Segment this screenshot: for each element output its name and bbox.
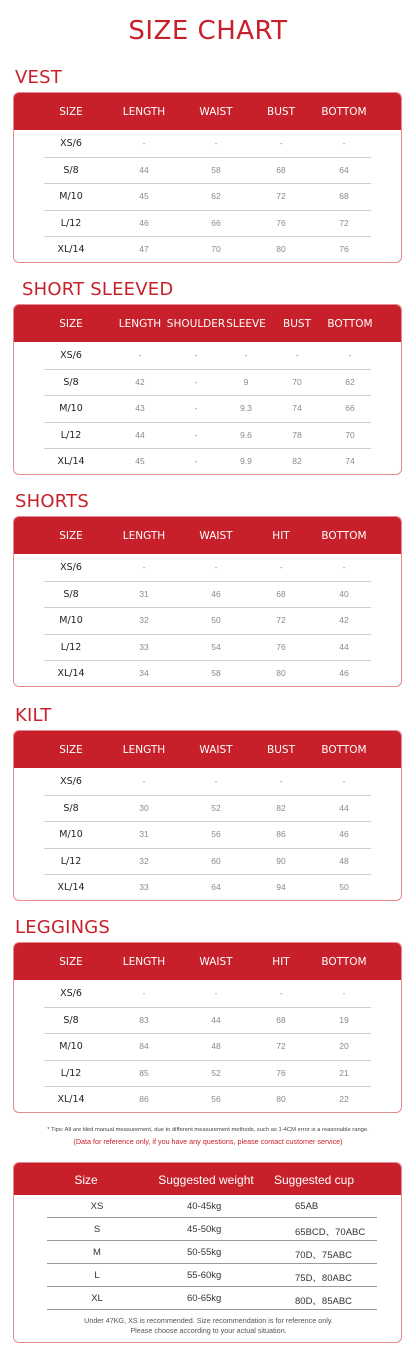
column-header: BOTTOM <box>321 530 367 542</box>
value-cell: 50 <box>211 615 221 625</box>
size-cell: L/12 <box>60 855 82 867</box>
rec-footer-line1: Under 47KG, XS is recommended. Size recommendation is for reference only. <box>84 1316 333 1325</box>
column-header: SIZE <box>59 956 83 968</box>
column-header: BUST <box>267 744 295 756</box>
value-cell: - <box>279 138 283 148</box>
column-header: HIT <box>272 956 290 968</box>
value-cell: - <box>194 429 198 440</box>
value-cell: 19 <box>339 1014 349 1025</box>
value-cell: 32 <box>139 855 149 866</box>
value-cell: 86 <box>139 1094 149 1104</box>
rec-weight-cell: 40-45kg <box>187 1201 222 1212</box>
size-cell: L/12 <box>60 641 82 653</box>
column-header: SIZE <box>59 318 83 330</box>
row-divider <box>44 1033 371 1034</box>
value-cell: 66 <box>345 403 355 413</box>
value-cell: 62 <box>211 191 221 201</box>
column-header: BOTTOM <box>327 318 373 330</box>
table-row <box>14 130 401 157</box>
row-divider <box>44 157 371 158</box>
row-divider <box>44 210 371 211</box>
recommendation-header <box>14 1163 401 1195</box>
size-cell: L/12 <box>60 429 82 441</box>
value-cell: 84 <box>139 1041 149 1051</box>
value-cell: - <box>214 776 218 786</box>
table-row <box>14 848 401 875</box>
value-cell: 68 <box>339 191 349 201</box>
recommendation-row <box>47 1195 377 1218</box>
value-cell: 58 <box>211 668 221 678</box>
value-cell: 70 <box>292 376 302 387</box>
value-cell: - <box>279 562 283 572</box>
size-cell: M/10 <box>59 615 83 626</box>
value-cell: 76 <box>276 217 286 228</box>
value-cell: 46 <box>339 668 349 678</box>
rec-size-cell: XS <box>90 1201 104 1212</box>
value-cell: 72 <box>276 615 286 625</box>
value-cell: 45 <box>135 456 145 466</box>
value-cell: - <box>194 403 198 413</box>
rec-cup-cell: 65AB <box>295 1201 319 1212</box>
leggings-table <box>13 942 402 1113</box>
row-divider <box>44 448 371 449</box>
table-row <box>14 395 401 422</box>
row-divider <box>44 1086 371 1087</box>
value-cell: 22 <box>339 1094 349 1104</box>
tips-text: * Tips: All are tiled manual measurement, due to different measurement methods, such as 1-4CM error is a reasonable range. <box>47 1127 369 1133</box>
column-header: BUST <box>267 106 295 118</box>
size-cell: M/10 <box>59 403 83 414</box>
value-cell: - <box>342 776 346 786</box>
value-cell: 40 <box>339 588 349 599</box>
table-header <box>14 93 401 130</box>
table-row <box>14 660 401 687</box>
column-header: BOTTOM <box>321 744 367 756</box>
value-cell: 47 <box>139 244 149 254</box>
value-cell: 45 <box>139 191 149 201</box>
value-cell: 72 <box>276 191 286 201</box>
value-cell: 9.9 <box>240 456 252 466</box>
column-header: WAIST <box>199 744 233 756</box>
size-cell: XS/6 <box>60 350 82 361</box>
row-divider <box>44 660 371 661</box>
size-cell: XS/6 <box>60 138 82 149</box>
rec-size-cell: L <box>94 1270 100 1281</box>
table-row <box>14 236 401 263</box>
short-sleeved-table <box>13 304 402 475</box>
value-cell: 31 <box>139 829 149 839</box>
table-row <box>14 1007 401 1034</box>
value-cell: 46 <box>339 829 349 839</box>
table-row <box>14 1033 401 1060</box>
column-header: LENGTH <box>122 744 166 756</box>
size-cell: XL/14 <box>57 456 85 467</box>
value-cell: 68 <box>276 164 286 175</box>
row-divider <box>44 395 371 396</box>
value-cell: 44 <box>139 164 149 175</box>
table-row <box>14 1060 401 1087</box>
rec-header-weight: Suggested weight <box>158 1173 254 1187</box>
size-cell: S/8 <box>63 1014 79 1026</box>
recommendation-table <box>47 1195 377 1310</box>
value-cell: 33 <box>139 882 149 892</box>
rec-cup-cell: 65BCD、70ABC <box>295 1227 366 1238</box>
row-divider <box>44 607 371 608</box>
table-body <box>14 554 401 687</box>
size-cell: L/12 <box>60 217 82 229</box>
value-cell: 76 <box>339 244 349 254</box>
row-divider <box>44 1060 371 1061</box>
value-cell: 86 <box>276 829 286 839</box>
column-header: WAIST <box>199 106 233 118</box>
value-cell: 64 <box>339 164 349 175</box>
value-cell: - <box>194 456 198 466</box>
value-cell: 46 <box>211 588 221 599</box>
size-cell: XS/6 <box>60 562 82 573</box>
value-cell: 34 <box>139 668 149 678</box>
value-cell: - <box>295 350 299 360</box>
reference-note: (Data for reference only, if you have any questions, please contact customer service) <box>73 1137 343 1146</box>
table-body <box>14 768 401 901</box>
value-cell: - <box>279 776 283 786</box>
size-cell: XL/14 <box>57 1094 85 1105</box>
value-cell: - <box>342 138 346 148</box>
value-cell: 46 <box>139 217 149 228</box>
column-header: LENGTH <box>122 106 166 118</box>
value-cell: 94 <box>276 882 286 892</box>
table-body <box>14 130 401 263</box>
value-cell: 80 <box>276 1094 286 1104</box>
size-cell: XS/6 <box>60 988 82 999</box>
size-cell: M/10 <box>59 191 83 202</box>
section-title-shorts: SHORTS <box>15 491 89 512</box>
value-cell: 85 <box>139 1067 149 1078</box>
column-header: BOTTOM <box>321 106 367 118</box>
value-cell: 9.3 <box>240 403 252 413</box>
rec-cup-cell: 80D、85ABC <box>295 1296 353 1307</box>
size-cell: L/12 <box>60 1067 82 1079</box>
column-header: LENGTH <box>118 318 162 330</box>
table-row <box>14 874 401 901</box>
table-row <box>14 448 401 475</box>
table-row <box>14 795 401 822</box>
value-cell: 58 <box>211 164 221 175</box>
row-divider <box>44 1007 371 1008</box>
size-cell: XL/14 <box>57 882 85 893</box>
table-row <box>14 554 401 581</box>
value-cell: 76 <box>276 1067 286 1078</box>
table-row <box>14 821 401 848</box>
size-cell: M/10 <box>59 1041 83 1052</box>
value-cell: - <box>142 138 146 148</box>
table-row <box>14 183 401 210</box>
row-divider <box>44 848 371 849</box>
value-cell: 31 <box>139 588 149 599</box>
value-cell: 48 <box>211 1041 221 1051</box>
section-title-leggings: LEGGINGS <box>15 917 111 938</box>
row-divider <box>44 874 371 875</box>
table-row <box>14 768 401 795</box>
value-cell: 21 <box>339 1067 349 1078</box>
value-cell: 70 <box>345 429 355 440</box>
row-divider <box>44 634 371 635</box>
value-cell: 32 <box>139 615 149 625</box>
section-title-vest: VEST <box>15 67 62 88</box>
value-cell: 62 <box>345 376 355 387</box>
rec-size-cell: S <box>93 1224 101 1235</box>
rec-weight-cell: 55-60kg <box>187 1270 222 1281</box>
value-cell: 9.6 <box>240 429 252 440</box>
value-cell: 74 <box>292 403 302 413</box>
value-cell: - <box>214 988 218 998</box>
value-cell: 72 <box>276 1041 286 1051</box>
table-body <box>14 980 401 1113</box>
value-cell: - <box>142 988 146 998</box>
value-cell: - <box>142 562 146 572</box>
value-cell: 52 <box>211 1067 221 1078</box>
rec-header-size: Size <box>74 1173 98 1187</box>
value-cell: - <box>279 988 283 998</box>
value-cell: - <box>214 562 218 572</box>
table-header <box>14 305 401 342</box>
value-cell: - <box>138 350 142 360</box>
table-row <box>14 634 401 661</box>
column-header: WAIST <box>199 530 233 542</box>
value-cell: 42 <box>339 615 349 625</box>
value-cell: 74 <box>345 456 355 466</box>
recommendation-row <box>47 1218 377 1241</box>
size-cell: XL/14 <box>57 244 85 255</box>
value-cell: 76 <box>276 641 286 652</box>
rec-cup-cell: 70D、75ABC <box>295 1250 353 1261</box>
row-divider <box>44 581 371 582</box>
value-cell: 56 <box>211 1094 221 1104</box>
value-cell: - <box>342 562 346 572</box>
value-cell: 20 <box>339 1041 349 1051</box>
recommendation-row <box>47 1241 377 1264</box>
value-cell: 9 <box>243 376 249 387</box>
table-header <box>14 731 401 768</box>
column-header: BOTTOM <box>321 956 367 968</box>
table-row <box>14 342 401 369</box>
value-cell: 82 <box>292 456 302 466</box>
section-title-kilt: KILT <box>15 705 52 726</box>
row-divider <box>44 183 371 184</box>
rec-weight-cell: 60-65kg <box>187 1293 222 1304</box>
table-row <box>14 1086 401 1113</box>
value-cell: 30 <box>139 802 149 813</box>
rec-footer-line2: Please choose according to your actual situation. <box>130 1326 287 1335</box>
value-cell: 50 <box>339 882 349 892</box>
value-cell: 70 <box>211 244 221 254</box>
row-divider <box>44 422 371 423</box>
value-cell: - <box>214 138 218 148</box>
table-row <box>14 369 401 396</box>
rec-weight-cell: 45-50kg <box>187 1224 222 1235</box>
value-cell: 66 <box>211 217 221 228</box>
rec-cup-cell: 75D、80ABC <box>295 1273 353 1284</box>
shorts-table <box>13 516 402 687</box>
table-row <box>14 607 401 634</box>
table-row <box>14 210 401 237</box>
recommendation-row <box>47 1287 377 1310</box>
value-cell: 78 <box>292 429 302 440</box>
page-title: SIZE CHART <box>128 16 288 46</box>
size-cell: M/10 <box>59 829 83 840</box>
section-title-short-sleeved: SHORT SLEEVED <box>22 279 174 300</box>
recommendation-card <box>13 1162 402 1343</box>
table-row <box>14 157 401 184</box>
rec-header-cup: Suggested cup <box>273 1173 355 1187</box>
value-cell: 44 <box>211 1014 221 1025</box>
column-header: SIZE <box>59 106 83 118</box>
value-cell: - <box>194 376 198 387</box>
column-header: BUST <box>283 318 311 330</box>
row-divider <box>44 369 371 370</box>
value-cell: 43 <box>135 403 145 413</box>
size-cell: XS/6 <box>60 776 82 787</box>
value-cell: 68 <box>276 588 286 599</box>
value-cell: 44 <box>339 802 349 813</box>
column-header: HIT <box>272 530 290 542</box>
column-header: SHOULDER <box>166 318 226 330</box>
value-cell: 48 <box>339 855 349 866</box>
size-cell: S/8 <box>63 802 79 814</box>
value-cell: 80 <box>276 244 286 254</box>
value-cell: - <box>342 988 346 998</box>
table-body <box>14 342 401 475</box>
column-header: SLEEVE <box>226 318 266 330</box>
row-divider <box>44 795 371 796</box>
value-cell: 68 <box>276 1014 286 1025</box>
value-cell: 60 <box>211 855 221 866</box>
value-cell: 44 <box>339 641 349 652</box>
value-cell: - <box>194 350 198 360</box>
value-cell: 33 <box>139 641 149 652</box>
row-divider <box>44 821 371 822</box>
row-divider <box>44 236 371 237</box>
value-cell: 90 <box>276 855 286 866</box>
recommendation-row <box>47 1264 377 1287</box>
value-cell: 56 <box>211 829 221 839</box>
value-cell: 54 <box>211 641 221 652</box>
value-cell: 72 <box>339 217 349 228</box>
value-cell: 64 <box>211 882 221 892</box>
size-cell: S/8 <box>63 164 79 176</box>
value-cell: 52 <box>211 802 221 813</box>
column-header: SIZE <box>59 530 83 542</box>
table-row <box>14 422 401 449</box>
table-row <box>14 980 401 1007</box>
rec-size-cell: M <box>93 1247 101 1258</box>
rec-size-cell: XL <box>91 1293 103 1304</box>
value-cell: 44 <box>135 429 145 440</box>
value-cell: 82 <box>276 802 286 813</box>
size-cell: S/8 <box>63 376 79 388</box>
kilt-table <box>13 730 402 901</box>
vest-table <box>13 92 402 263</box>
column-header: LENGTH <box>122 956 166 968</box>
value-cell: 83 <box>139 1014 149 1025</box>
rec-weight-cell: 50-55kg <box>187 1247 222 1258</box>
value-cell: - <box>244 350 248 360</box>
table-header <box>14 943 401 980</box>
table-header <box>14 517 401 554</box>
table-row <box>14 581 401 608</box>
value-cell: 42 <box>135 376 145 387</box>
value-cell: - <box>142 776 146 786</box>
size-cell: XL/14 <box>57 668 85 679</box>
value-cell: - <box>348 350 352 360</box>
column-header: LENGTH <box>122 530 166 542</box>
size-cell: S/8 <box>63 588 79 600</box>
value-cell: 80 <box>276 668 286 678</box>
column-header: WAIST <box>199 956 233 968</box>
column-header: SIZE <box>59 744 83 756</box>
